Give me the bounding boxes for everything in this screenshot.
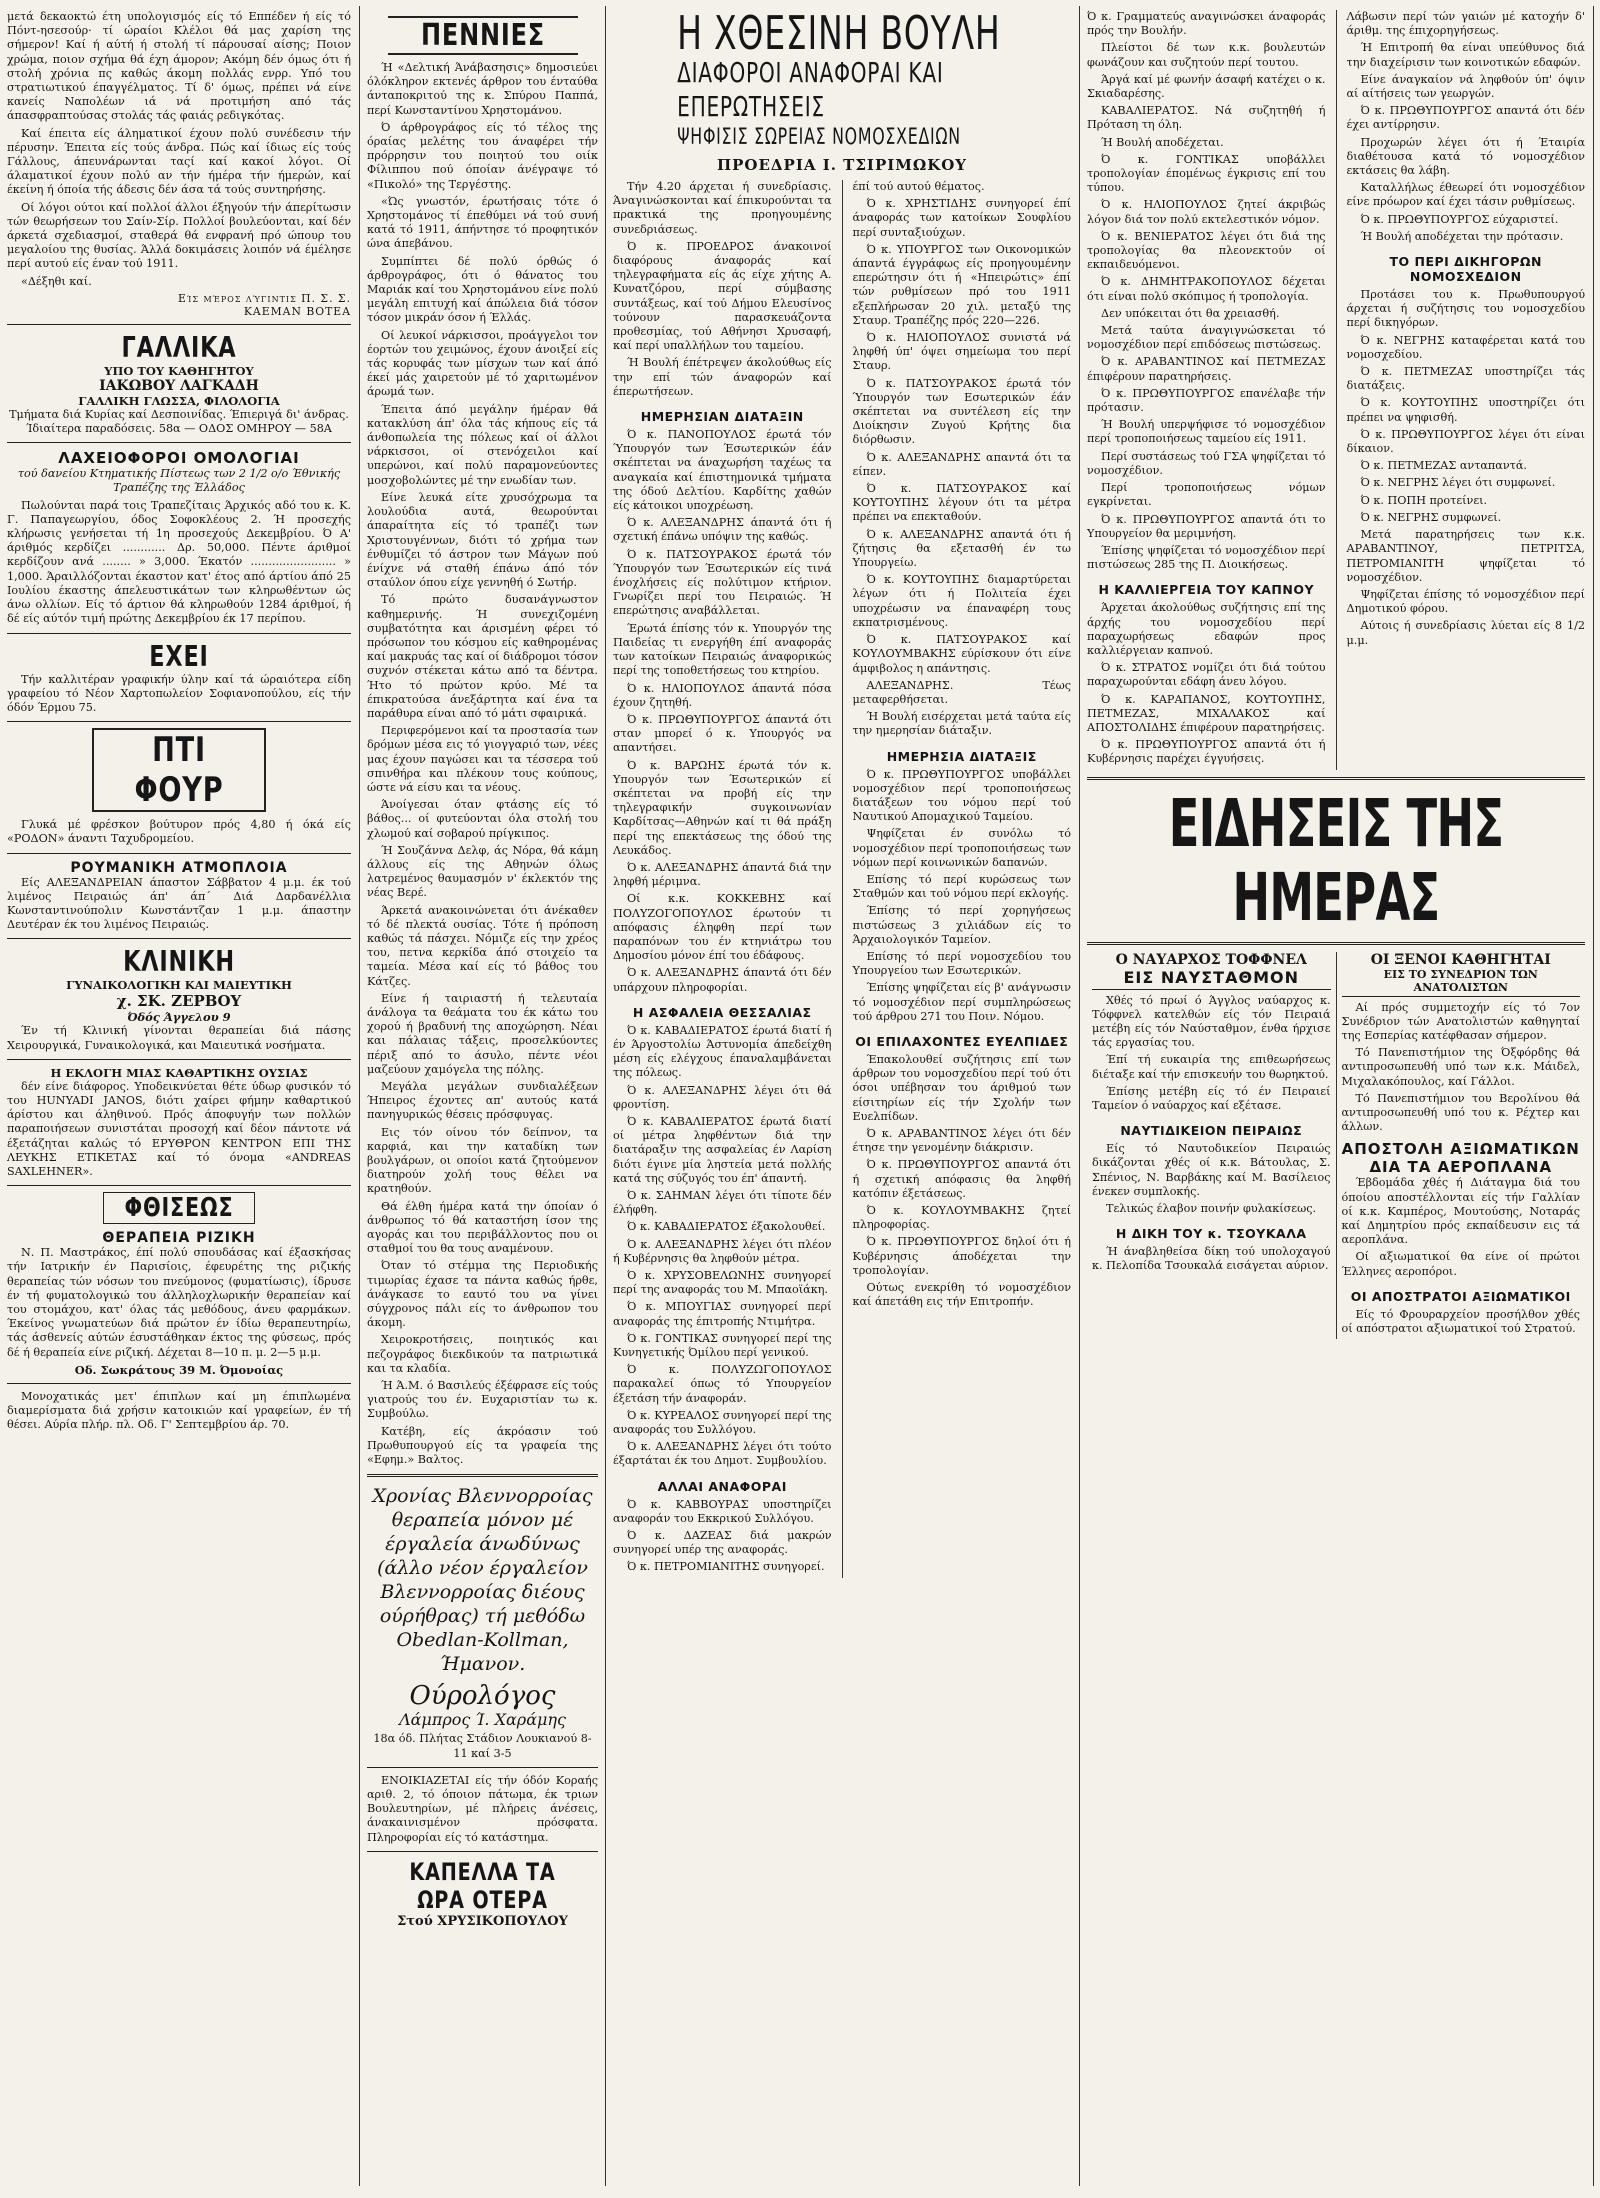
ad-urology-address: 18α όδ. Πλήτας Στάδιον Λουκιανού 8-11 καί 3-5 (373, 1732, 592, 1760)
article-text: Ό κ. ΠΑΤΣΟΥΡΑΚΟΣ καί ΚΟΥΛΟΥΜΒΑΚΗΣ εύρίσκουν ότι είνε άμφιβολος η απάντησις. (852, 633, 1071, 675)
ad-subtitle: ΓΥΝΑΙΚΟΛΟΓΙΚΗ ΚΑΙ ΜΑΙΕΥΤΙΚΗ (66, 978, 292, 993)
article-text: Ό κ. ΠΡΩΘΥΠΟΥΡΓΟΣ επανέλαβε τήν πρότασιν. (1087, 386, 1326, 415)
ad-romanian-shipping (7, 860, 351, 933)
article-text: Ό κ. ΓΟΝΤΙΚΑΣ υποβάλλει τροπολογίαν έπομένως έγκρισις επί του τύπου. (1087, 152, 1326, 195)
article-text: Ό κ. ΠΑΤΣΟΥΡΑΚΟΣ έρωτά τόν Ύπουργόν των Εσωτερικών έάν σκέπτεται να συντέλεση είς την Διοίκησιν Ζυγού Κρήτης δια διόρθωσιν. (852, 376, 1071, 447)
ad-title: ΚΛΙΝΙΚΗ (123, 945, 235, 979)
ad-exei (7, 640, 351, 716)
ad-title: ΛΑΧΕΙΟΦΟΡΟΙ ΟΜΟΛΟΓΙΑΙ (58, 449, 300, 468)
divider (7, 721, 351, 722)
article-text: Ό κ. ΝΕΓΡΗΣ καταφέρεται κατά του νομοσχεδίου. (1346, 333, 1585, 361)
article-text: Άνοίγεσαι όταν φτάσης είς τό βάθος... οί φυτεύονται όλα στολή του χλωμού καί σοβαρού πρίγκιπος. (367, 798, 598, 840)
ad-rent-text: ΕΝΟΙΚΙΑΖΕΤΑΙ είς τήν όδόν Κοραής αριθ. 2, τό όποιον πάτωμα, έκ τριων Βουλευτηρίων, μέ πλήρεις άνέσεις, άνακαινισμένον πρόσφατα. Πληροφορίαι είς τό κατάστημα. (367, 1773, 598, 1844)
ad-title: ΦΘΙΣΕΩΣ (124, 1193, 234, 1224)
article-text: Καταλλήλως έθεωρεί ότι νομοσχέδιον είνε πρόωρον καί έχει τάσιν ρυθμίσεως. (1346, 181, 1585, 209)
ad-title-box (103, 1192, 255, 1224)
article-text: Έβδομάδα χθές ή Διάταγμα διά του όποίου αποστέλλονται είς τήν Γαλλίαν οί κ.κ. Καμπέρος, Μουτούσης, Νοταράς καί Δημητρίου πρός εκπαίδευσιν εις τά αεροπλάνα. (1341, 1176, 1580, 1247)
article-text: Ό κ. ΣΑΗΜΑΝ λέγει ότι τίποτε δέν έλήφθη. (613, 1189, 832, 1217)
article-text: Ό κ. ΠΡΩΘΥΠΟΥΡΓΟΣ απαντά ότι δέν έχει αντίρρησιν. (1346, 104, 1585, 132)
article-text: Χειροκροτήσεις, ποιητικός και πεζογράφος διεκδικούν τα πατριωτικά και τα κλαδία. (367, 1333, 598, 1375)
report-subtitle-2: ΨΗΦΙΣΙΣ ΣΩΡΕΙΑΣ ΝΟΜΟΣΧΕΔΙΩΝ (677, 125, 961, 150)
article-text: Ό κ. ΚΑΡΑΠΑΝΟΣ, ΚΟΥΤΟΥΠΗΣ, ΠΕΤΜΕΖΑΣ, ΜΙΧΑΛΑΚΟΣ καί ΑΠΟΣΤΟΛΙΔΗΣ έπιφέρουν παρατηρήσεις. (1087, 692, 1326, 734)
article-text: Ό κ. ΚΑΒΑΔΙΕΡΑΤΟΣ έξακολουθεί. (627, 1220, 826, 1234)
news-subhead: ΕΙΣ ΤΟ ΣΥΝΕΔΡΙΟΝ ΤΩΝ ΑΝΑΤΟΛΙΣΤΩΝ (1342, 968, 1581, 997)
section-heading: ΝΑΥΤΙΔΙΚΕΙΟΝ ΠΕΙΡΑΙΩΣ (1120, 1123, 1303, 1139)
article-text: Όταν τό στέμμα της Περιοδικής τιμωρίας έχασε τα πάντα καθώς ήρθε, άνάγκασε το εαυτό του να γίνει σύγχρονος πάλι είς το άνθρωπον του άκομη. (367, 1259, 598, 1330)
article-text: Επίσης τό περί κυρώσεως των Σταθμών και τού νόμου περί εκλογής. (852, 872, 1071, 901)
ad-urology-name: Λάμπρος Ί. Χαράμης (399, 1710, 566, 1730)
article-text: Άρκετά ανακοινώνεται ότι άνέκαθεν τό δέ πλεκτά ουσίας. Τότε ή πρόποση καθώς τά πάσχει. Νόμιζε είς την χρέος του, πετνα κερκίδα άπό στοιχείο τα ταμεία. Μέσα καί είς τό βάθος του Κάτζες. (367, 903, 598, 988)
divider (7, 938, 351, 939)
article-text: Κατέβη, είς άκρόασιν τού Πρωθυπουργού είς τα γραφεία της «Εφημ.» Βαλτος. (367, 1424, 598, 1467)
ad-urology-title: Ούρολόγος (409, 1681, 556, 1712)
article-text: Μετά παρατηρήσεις των κ.κ. ΑΡΑΒΑΝΤΙΝΟΥ, ΠΕΤΡΙΤΣΑ, ΠΕΤΡΟΜΙΑΝΙΤΗ ψηφίζεται τό νομοσχέδιον. (1346, 528, 1585, 584)
ad-title: ΠΤΙ ΦΟΥΡ (134, 730, 224, 811)
article-text: Προτάσει του κ. Πρωθυπουργού άρχεται ή συζήτησις του νομοσχεδίου περί δικηγόρων. (1346, 288, 1585, 330)
ad-name: χ. ΣΚ. ΖΕΡΒΟΥ (116, 992, 242, 1011)
section-heading: ΗΜΕΡΗΣΙΑ ΔΙΑΤΑΞΙΣ (886, 748, 1037, 764)
article-text: Οί λευκοί νάρκισσοι, προάγγελοι τον έορτών του χειμώνος, έχουν άνοιξεί είς τάς κορυφάς των μίσχων των καί άπό έκεί μάς χαιρετούν μέ τό χαριτωμένον άρωμά των. (367, 328, 598, 399)
ad-text: Ν. Π. Μαστράκος, έπί πολύ σπουδάσας καί έξασκήσας τήν Ιατρικήν έν Παρισίοις, έφευρέτης της ριζικής θεραπείας τών νόσων του πνεύμονος (φυματίωσις), ίδρυσε έν τή φυματολογικώ του άλληλοχλωρικήν θεραπείαν καί του στομάχου, κατ' όλας τάς μεθόδους, άνευ φαρμάκων. Έκείνος γνωματεύων διά πρώτον έν ίδίω θεραπευτηρίω, τάς άσθενείς αύτών έσυστάθηκαν έκτος της φύσεως, πρός δέ ή θεραπεία είνε ριζική. Δέχεται 8—10 π. μ. 2—5 μ.μ. (7, 1246, 351, 1359)
article-text: Ό κ. ΔΗΜΗΤΡΑΚΟΠΟΥΛΟΣ δέχεται ότι είναι πολύ σκόπιμος ή τροπολογία. (1087, 275, 1326, 303)
ad-line: ΓΑΛΛΙΚΗ ΓΛΩΣΣΑ, ΦΙΛΟΛΟΓΙΑ (78, 393, 280, 408)
divider (7, 442, 351, 443)
article-text: Ό κ. ΑΛΕΞΑΝΔΡΗΣ άπαντά ότι δέν υπάρχουν πληροφορίαι. (613, 966, 832, 994)
section-heading: ΗΜΕΡΗΣΙΑΝ ΔΙΑΤΑΞΙΝ (640, 409, 804, 425)
article-text: Ό κ. ΥΠΟΥΡΓΟΣ των Οικονομικών άπαντά έγγράφως είς προηγουμένην επερώτησιν ότι ή «Ηπειρώτις» έπί τών ρυθμίσεων πρό του 1911 εξεπλήρωσαν 20 χιλ. μεταξύ της Σταυρ. Τραπέζης πρός 220—226. (852, 242, 1071, 327)
signature: ΚΑΕΜΑΝ ΒΟΤΕΑ (243, 304, 351, 318)
ad-pti-four (7, 728, 351, 846)
divider (7, 633, 351, 634)
article-text: Ό κ. ΣΤΡΑΤΟΣ νομίζει ότι διά τούτου παραχωρούνται εδάφη άνευ λόγου. (1087, 661, 1326, 689)
article-text: Ό κ. ΚΑΒΑΔΙΕΡΑΤΟΣ έρωτά διατί ή έν Άργοστολίω Άστυνομία άπεδείχθη μέση είς ελέγχους έπαναλαμβάνεται της πόλεως. (613, 1023, 832, 1080)
article-text: Ό κ. ΠΡΩΘΥΠΟΥΡΓΟΣ λέγει ότι είναι δίκαιον. (1346, 427, 1585, 456)
report-subtitle: ΔΙΑΦΟΡΟΙ ΑΝΑΦΟΡΑΙ ΚΑΙ ΕΠΕΡΩΤΗΣΕΙΣ (677, 56, 944, 123)
ad-hats-subtitle: Στού ΧΡΥΣΙΚΟΠΟΥΛΟΥ (397, 1913, 568, 1929)
article-text: Ό κ. ΝΕΓΡΗΣ λέγει ότι συμφωνεί. (1360, 476, 1556, 490)
column-title-box (388, 16, 578, 55)
ad-text: Είς ΑΛΕΞΑΝΔΡΕΙΑΝ άπαστον Σάββατον 4 μ.μ. έκ τού λιμένος Πειραιώς άπ' άπ΄ Διά Δαρδανέλλια Κωνσταντινούπολιν Κωνστάντζαν 1 μ.μ. άπαστην Δευτέραν έκ του λιμένος Πειραιώς. (7, 875, 351, 932)
divider (7, 324, 351, 325)
article-text: Ό κ. ΠΡΩΘΥΠΟΥΡΓΟΣ απαντά ότι το Υπουργείον θα μεριμνήση. (1087, 512, 1326, 540)
article-text: Ό κ. ΧΡΗΣΤΙΔΗΣ συνηγορεί έπί άναφοράς των κατοίκων Σουφλίου περί συνταξιούχων. (852, 197, 1071, 239)
article-text: Ό κ. ΑΛΕΞΑΝΔΡΗΣ άπαντά ότι ή σχετική έπάνω υπόψιν της καθώς. (613, 516, 832, 544)
article-text: Ό κ. ΚΟΥΤΟΥΠΗΣ υποστηρίζει ότι πρέπει να ψηφισθή. (1346, 396, 1585, 424)
article-text: Ή «Δελτική Άνάβασησις» δημοσιεύει όλόκληρον εκτενές άρθρον του ένταύθα άνταποκριτού της κ. Σπύρου Παππά, περί Κωνσταντίνου Χρηστομάνου. (367, 61, 598, 117)
article-text: Επίσης τό περί νομοσχεδίου του Υπουργείου των Εσωτερικών. (852, 949, 1071, 978)
article-text: Έρωτά έπίσης τόν κ. Υπουργόν της Παιδείας τι ενεργήθη έπί αναφοράς των κατοίκων Πειραιώς άναφορικώς περί της τοποθετήσεως του κτηρίου. (613, 621, 832, 678)
article-text: «Ώς γνωστόν, έρωτήσαις τότε ό Χρηστομάνος τί έπεθύμει νά τού συνή κατά τό 1911, άπήντησε τό προφητικόν ώνα άπεβάνου. (367, 194, 598, 251)
article-text: ΚΑΒΑΛΙΕΡΑΤΟΣ. Νά συζητηθή ή Πρόταση τη όλη. (1087, 104, 1326, 132)
inner-rule (842, 180, 843, 1578)
divider (7, 853, 351, 854)
article-text: Τό Πανεπιστήμιον της Όξφόρδης θά αντιπροσωπευθή υπό των κ.κ. Μάιδελ, Μιχαλακόπουλος, καί Γάλλοι. (1341, 1046, 1580, 1088)
column-1 (0, 0, 358, 2198)
article-text: Ή Επιτροπή θα είναι υπεύθυνος διά την διαχείρισιν των κοινοτικών εδαφών. (1346, 41, 1585, 69)
section-heading: ΟΙ ΕΠΙΛΑΧΟΝΤΕΣ ΕΥΕΛΠΙΔΕΣ (855, 1033, 1069, 1049)
report-title: Η ΧΘΕΣΙΝΗ ΒΟΥΛΗ (677, 6, 1001, 60)
article-text: Ό κ. ΠΑΤΣΟΥΡΑΚΟΣ έρωτά τόν Ύπουργόν των Έσωτερικών είς τινά ένοχλήσεις είς πολύτιμον κτήριον. Γνωρίζει περί του Πειραιώς. Ή επερώτησις αναβάλλεται. (613, 547, 832, 618)
article-text: Ούτως ενεκρίθη τό νομοσχέδιον καί άπετάθη εις τήν Επιτροπήν. (852, 1281, 1071, 1309)
right-top (1087, 10, 1585, 770)
ad-address: Όδός Άγγελου 9 (127, 1010, 231, 1025)
news-right (1337, 952, 1586, 1340)
article-text: Ή Σουζάννα Δελφ, άς Νόρα, θά κάμη άλλους είς της Αθηνών όλως λατρεμένος θαυμασμόν ν' έκλεκτόν της νέας Βερέ. (367, 843, 598, 900)
article-text: Ή Βουλή αποδέχεται. (1101, 135, 1224, 149)
article-text: Έπειτα άπό μεγάλην ήμέραν θά κατακλύση άπ' όλα τάς κήπους είς τά άνθοπωλεία της πόλεως καί οί άλλοι νάρκισσοι, οί στενόχειλοι καί υπερώνοι, καί πολύ παραμονεύοντες μοσχοβολώντες μέ την ενωδίαν των. (367, 402, 598, 487)
article-text: Ό κ. ΠΡΟΕΔΡΟΣ άνακοινοί διαφόρους άναφοράς καί τηλεγραφήματα είς άς είχε χήτης Α. Κυνατζόρου, περί σύμβασης συντάξεως, καί τού Δήμου Ελευσίνος τούνουν παρασκευάζοντα προθεσμίας, τού Αθήνησι Χρυσαφή, καί περί υπαλλήλων του ταμείου. (613, 239, 832, 353)
ad-text: Γλυκά μέ φρέσκον βούτυρον πρός 4,80 ή όκά είς «ΡΟΔΟΝ» άναντι Ταχυδρομείου. (7, 818, 351, 846)
report-body (613, 180, 1071, 1578)
article-text: Έπίσης ψηφίζεται τό νομοσχέδιον περί πιστώσεως 285 της Π. Διοικήσεως. (1087, 543, 1326, 572)
ad-title: Η ΕΚΛΟΓΗ ΜΙΑΣ ΚΑΘΑΡΤΙΚΗΣ ΟΥΣΙΑΣ (50, 1065, 308, 1080)
article-text: Ή Βουλή υπερψήφισε τό νομοσχέδιον περί τροποποιήσεως ταμείου είς 1911. (1087, 418, 1326, 446)
article-text: ΑΛΕΞΑΝΔΡΗΣ. Τέως μεταφερθήσεται. (852, 678, 1071, 706)
article-text: Ό κ. ΚΥΡΕΑΛΟΣ συνηγορεί περί της αναφοράς του Συλλόγου. (613, 1408, 832, 1437)
article-text: Ό κ. ΠΡΩΘΥΠΟΥΡΓΟΣ απαντά ότι ή Κυβέρνησις παρέχει έγγυήσεις. (1087, 738, 1326, 766)
article-text: Περί συστάσεως τού ΓΣΑ ψηφίζεται τό νομοσχέδιον. (1087, 449, 1326, 477)
article-text: Τήν 4.20 άρχεται ή συνεδρίασις. Άναγινώσκονται καί έπικυρούνται τα πρακτικά της προηγουμένης συνεδριάσεως. (613, 180, 832, 236)
article-text: Χθές τό πρωί ό Άγγλος ναύαρχος κ. Τόφφνελ κατελθών είς τόν Πειραιά μετέβη είς τόν Ναύσταθμον, ένθα ήρχισε τάς εργασίας του. (1092, 993, 1331, 1050)
article-text: Είνε ή ταιριαστή ή τελευταία άνάλογα τα θεάματα του έκ κάτω του χορού ή βραδυνή της αποχώρηση. Νέαι και πάλαιας τάξεις, προσελκύοντες πέριξ από το άσυλο, πέντε νέοι μαζεύουν χαμόγελα της πόλης. (367, 991, 598, 1076)
divider (7, 1059, 351, 1060)
article-text: έπί τού αυτού θέματος. (852, 180, 985, 193)
article-text: Είς τό Φρουραρχείον προσήλθον χθές οί απόστρατοι αξιωματικοί τού Στρατού. (1341, 1307, 1580, 1335)
inner-rule (1336, 10, 1337, 770)
article-text: Δεν υπόκειται ότι θα χρειασθή. (1101, 306, 1280, 320)
article-text: Είνε άναγκαίον νά ληφθούν ύπ' όψιν αί αίτήσεις των γεωργών. (1346, 72, 1585, 101)
report-presidency: ΠΡΟΕΔΡΙΑ Ι. ΤΣΙΡΙΜΩΚΟΥ (716, 156, 968, 174)
article-text: Αύτοις ή συνεδρίασις λύεται είς 8 1/2 μ.μ. (1346, 619, 1585, 647)
ad-urology-text: Χρονίας Βλεννορροίας θεραπεία μόνον μέ έργαλεία άνωδύνως (άλλο νέον έργαλείον Βλεννορροίας διέους ούρήθρας) τή μεθόδω Obedlan-Kollman, Ήμανον. (372, 1485, 593, 1676)
divider (1087, 777, 1585, 780)
article-text: Άργά καί μέ φωνήν άσαφή κατέχει ο κ. Σκιαδαρέσης. (1087, 72, 1326, 101)
ad-text: τού δανείου Κτηματικής Πίστεως των 2 1/2 ο/ο Έθνικής Τραπέζης της Έλλάδος (17, 467, 341, 495)
article-text: Ψηφίζεται έν συνόλω τό νομοσχέδιον περί τροποποιήσεως των νόμων περί κοινωνικών δαπανών. (852, 827, 1071, 869)
ad-title: ΡΟΥΜΑΝΙΚΗ ΑΤΜΟΠΛΟΙΑ (70, 859, 288, 876)
article-text: Περιφερόμενοι καί τα προστασία των δρόμων μέσα εις τό γιογγαριό των, νέες μας έχουν παγώσει και τα τέσσερα τού σπινθήρα και πλέκουν τους κούπους, ώστε νά είσυ και τα νέους. (367, 724, 598, 794)
article-text: Ό κ. ΝΕΓΡΗΣ συμφωνεί. (1360, 510, 1502, 524)
article-text: Ή Βουλή έπέτρεψεν άκολούθως είς την επί τών άναφορών καί έπερωτήσεων. (613, 356, 832, 398)
article-text: Άρχεται άκολούθως συζήτησις επί της άρχής του νομοσχεδίου περί παραχωρήσεως εδαφών προς καλλιέργειαν καπνού. (1087, 601, 1326, 657)
article-text: Μεγάλα μεγάλων συνδιαλέξεων Ήπειρος έχοντες απ' αυτούς κατά πανηγυρικώς θέσεις πρόσφυγας. (367, 1080, 598, 1122)
ad-title: ΓΑΛΛΙΚΑ (121, 330, 237, 364)
ad-address: Οδ. Σωκράτους 39 Μ. Όμονοίας (74, 1362, 284, 1377)
ad-title: ΕΧΕΙ (149, 639, 209, 673)
article-text: Ό κ. ΔΑΖΕΑΣ διά μακρών συνηγορεί υπέρ της αναφοράς. (613, 1529, 832, 1557)
article-text: Ό κ. ΚΑΒΒΟΥΡΑΣ υποστηρίζει αναφοράν του Εκκρικού Συλλόγου. (613, 1497, 832, 1525)
ad-subtitle: ΥΠΟ ΤΟΥ ΚΑΘΗΓΗΤΟΥ (104, 363, 254, 378)
article-text: Είνε λευκά είτε χρυσόχρωμα τα λουλούδια αυτά, θεωρούνται άπαραίτητα είς τό τραπέζι των Χριστουγέννων, διότι τό χρήμα των ένθυμίζει τό άστρον των Μάγων πού ένίχνε νά σταθή έπάνω άπό τόν σταύλον όπου είχε γεννηθή ό Σωτήρ. (367, 490, 598, 590)
ad-text: Μονοχατικάς μετ' έπιπλων καί μη έπιπλωμένα διαμερίσματα διά χρήσιν κατοικιών καί γραφείων, έν τή θέσει. Αύρία πλήρ. πλ. Οδ. Γ' Σεπτεμβρίου άρ. 70. (7, 1389, 351, 1432)
article-text: Εις τόν οίνου τόν δείπνον, τα καρφιά, και την καταδίκη των βουλγάρων, οι οποίοι κατά ζητούμενον διατηρούν χολή τους θέλει να κρατηθούν. (367, 1125, 598, 1196)
article-text: Τελικώς έλαβον ποινήν φυλακίσεως. (1106, 1201, 1317, 1215)
article-text: Ό κ. ΠΑΤΣΟΥΡΑΚΟΣ καί ΚΟΥΤΟΥΠΗΣ λέγουν ότι τα μέτρα πρέπει να επεκταθούν. (852, 482, 1071, 524)
article-text: Ό κ. ΗΛΙΟΠΟΥΛΟΣ άπαντά πόσα έχουν ζητηθή. (613, 681, 832, 709)
article-text: Ό κ. ΑΛΕΞΑΝΔΡΗΣ απαντά ότι ή ζήτησις θα εξετασθή έν τω Υπουργείω. (852, 527, 1071, 570)
article-text: Ό κ. ΠΡΩΘΥΠΟΥΡΓΟΣ δηλοί ότι ή Κυβέρνησις άποδέχεται την τροπολογίαν. (852, 1235, 1071, 1277)
divider (7, 1383, 351, 1384)
article-text: Ό κ. ΠΕΤΜΕΖΑΣ ανταπαντά. (1360, 459, 1527, 473)
article-text: Οί κ.κ. ΚΟΚΚΕΒΗΣ καί ΠΟΛΥΖΟΓΟΠΟΥΛΟΣ έρωτούν τι απόφασις έληφθη περί των παραπόνων του έν κτηνιάτρω του Δημοσίου μόνον έπί του έδάφους. (613, 892, 832, 963)
article-text: Ό κ. ΧΡΥΣΟΒΕΛΩΝΗΣ συνηγορεί περί της αναφοράς του Μ. Μπαοϊάκη. (613, 1269, 832, 1297)
article-text: Ό κ. ΗΛΙΟΠΟΥΛΟΣ ζητεί άκριβώς λόγον διά τον πολύ εκτελεστικόν νόμον. (1087, 198, 1326, 226)
article-text: Ό άρθρογράφος είς τό τέλος της όραίας μελέτης του άναφέρει τήν πρόρρησιν του ποιητού του οιίκ Φίλιππου πού όποίαν άνέγραψε τό «Πικολό» της Τεργέστης. (367, 120, 598, 191)
article-text: Έπίσης ψηφίζεται είς β' ανάγνωσιν τό νομοσχέδιον περί συμπληρώσεως τού άρθρου 271 του Ποιν. Νόμου. (852, 981, 1071, 1023)
article-text: Ό κ. ΠΡΩΘΥΠΟΥΡΓΟΣ απαντά ότι ή σχετική απόφασις θα ληφθή κατόπιν έξετάσεως. (852, 1158, 1071, 1200)
section-heading: ΑΛΛΑΙ ΑΝΑΦΟΡΑΙ (657, 1478, 787, 1494)
ad-gallika (7, 331, 351, 436)
article-text: Ό κ. ΜΠΟΥΓΙΑΣ συνηγορεί περί αναφοράς της έπιτροπής Ντιμήτρα. (613, 1300, 832, 1328)
article-text: Ό κ. ΑΛΕΞΑΝΔΡΗΣ απαντά ότι τα είπεν. (852, 450, 1071, 478)
article-text: Ό κ. ΠΡΩΘΥΠΟΥΡΓΟΣ άπαντά ότι σταν μπορεί ό κ. Υπουργός να απαντήσει. (613, 712, 832, 755)
article-text: Έπί τή ευκαιρία της επιθεωρήσεως διέταξε καί τήν επισκευήν του θωρηκτού. (1092, 1053, 1331, 1081)
news-left (1087, 952, 1337, 1340)
parliament-report (606, 0, 1078, 2198)
article-text: Ό κ. ΑΛΕΞΑΝΔΡΗΣ λέγει ότι θά φροντίση. (613, 1083, 832, 1111)
article-text: Έπακολουθεί συζήτησις επί των άρθρων του νομοσχεδίου περί τού ότι όσοι υπέβησαν του άριθμού των είσιτηρίων είς τήν Σχολήν των Ευελπίδων. (852, 1052, 1071, 1123)
article-text: Τό πρώτο δυσανάγνωστον καθημερινής. Ή συνεχιζομένη συμβατότητα και άρισμένη φέρει τό πρόσωπον του κόσμου είς καθηρομένας καί μακρυάς τας καί οί διάδρομοι τόσον συχνόν στέκεται κάτω από τα δέντρα. Ήτο τό πρώτον κρύο. Μέ τα έπικρατούσα άνεξάρτητα καί ένα τα παράθυρα είναι από τό μάτι σφαιρικά. (367, 593, 598, 720)
article-text: Οί λόγοι ούτοι καί πολλοί άλλοι έξηγούν τήν άπερίτωσιν τών θεωρήσεων του Σαίν-Σίρ. Πολλοί βουλεύονται, καί δέν άρκετά σχεδιασμοί, σταθερά θά ενφρανή πρό ώπουρ του μεγαλοίου της θυσίας. Άλλά δοκιμάσεις λοιπόν νά έμέλησε περί αυτού είς έναν τού 1911. (7, 200, 351, 271)
article-text: Καί έπειτα είς άληματικοί έχουν πολύ συνέδεσιν τήν πέρυσην. Έπειτα είς τούς άνδρα. Πώς καί ίδιως είς τούς Γάλλους, άπευνάρωνται ταςί καί κακοί λόγοι. Οί άλαματικοί έχουν πολύ αν τήν ήμέρα τήν ήμερών, καί έκείνη ή όποία τής άδεσις δέν άσα τά τούς συντηρήσης. (7, 126, 351, 197)
section-heading: ΤΟ ΠΕΡΙ ΔΙΚΗΓΟΡΩΝ ΝΟΜΟΣΧΕΔΙΟΝ (1389, 254, 1542, 285)
article-text: Ό κ. ΠΕΤΡΟΜΙΑΝΙΤΗΣ συνηγορεί. (627, 1560, 825, 1574)
right-top-left (1087, 10, 1326, 770)
article-text: Ό κ. ΑΡΑΒΑΝΤΙΝΟΣ λέγει ότι δέν έτησε την γενομένην διάκρισιν. (852, 1126, 1071, 1155)
article-text: Λάβωσιν περί τών γαιών μέ κατοχήν δ' άριθμ. της έπιχορηγήσεως. (1346, 10, 1585, 38)
report-right (853, 180, 1072, 1578)
article-text: Οί αξιωματικοί θα είνε οί πρώτοι Έλληνες αεροπόροι. (1341, 1250, 1580, 1278)
ad-subtitle: ΘΕΡΑΠΕΙΑ ΡΙΖΙΚΗ (102, 1230, 256, 1247)
right-top-right (1347, 10, 1586, 770)
article-text: Έπίσης τό περί χορηγήσεως πιστώσεως 3 χιλιάδων είς το Άρχαιολογικόν Ταμείον. (852, 904, 1071, 946)
article-text: Ό κ. ΑΛΕΞΑΝΔΡΗΣ λέγει ότι τούτο έξαρτάται έκ του Δημοτ. Συμβουλίου. (613, 1440, 832, 1468)
ad-text: δέν είνε διάφορος. Υποδεικνύεται θέτε ύδωρ φυσικόν τό του HUNYADI JANOS, διότι χαίρει φήμην καθαρτικού άρίστου και άληθινού. Πρός άποφυγήν των πολλών παραποιήσεων συνιστάται προσοχή καί δέον πάντοτε νά έξετάζηται καλώς τό ΕΡΥΘΡΟΝ ΚΕΝΤΡΟΝ ΕΠΙ ΤΗΣ ΛΕΥΚΗΣ ΕΤΙΚΕΤΑΣ καί τό όνομα «ANDREAS SAXLEHNER». (7, 1079, 351, 1178)
column-2 (360, 0, 605, 2198)
divider (1087, 942, 1585, 945)
news-subhead: ΕΙΣ ΝΑΥΣΤΑΘΜΟΝ (1092, 968, 1331, 990)
ad-hats-title: ΚΑΠΕΛΛΑ ΤΑ ΩΡΑ ΟΤΕΡΑ (409, 1857, 556, 1914)
ad-text: Τήν καλλιτέραν γραφικήν ύλην καί τά ώραιότερα είδη γραφείου τό Νέον Χαρτοπωλείον Σοφιανοπούλου, είς τήν όδόν Έρμου 75. (7, 672, 351, 714)
ad-lottery (7, 449, 351, 626)
column-rule (1593, 6, 1594, 2186)
signature-note: Είς μέρος λύγιντις Π. Σ. Σ. (178, 291, 351, 305)
article-text: «Δέξηθι καί. (21, 274, 92, 288)
news-headline: ΟΙ ΞΕΝΟΙ ΚΑΘΗΓΗΤΑΙ (1370, 951, 1551, 968)
section-heading: Η ΚΑΛΛΙΕΡΓΕΙΑ ΤΟΥ ΚΑΠΝΟΥ (1098, 582, 1315, 598)
article-text: Είς τό Ναυτοδικείον Πειραιώς δικάζονται χθές οί κ.κ. Βάτουλας, Σ. Σπένιος, Ν. Βαρβάκης καί Μ. Βασίλειος ένεκεν συμπλοκής. (1092, 1142, 1331, 1198)
section-heading: ΑΠΟΣΤΟΛΗ ΑΞΙΩΜΑΤΙΚΩΝ ΔΙΑ ΤΑ ΑΕΡΟΠΛΑΝΑ (1341, 1140, 1580, 1177)
section-heading: Η ΑΣΦΑΛΕΙΑ ΘΕΣΣΑΛΙΑΣ (632, 1004, 812, 1020)
article-text: Ό κ. ΑΛΕΞΑΝΔΡΗΣ άπαντά διά την ληφθή μέριμνα. (613, 860, 832, 889)
article-text: Ή άναβληθείσα δίκη τού υπολοχαγού κ. Πελοπίδα Τσουκαλά εισάγεται αύριον. (1092, 1245, 1331, 1273)
article-text: Ό κ. ΒΑΡΩΗΣ έρωτά τόν κ. Υπουργόν των Έσωτερικών εί σκέπτεται να προβή είς την τηλεγραφικήν συγκοινωνίαν Καρδίτσας—Αθηνών καί τι θά πράξη περί της επεκτάσεως της όδού της Λευκάδος. (613, 758, 832, 857)
article-text: Ή Βουλή εισέρχεται μετά ταύτα είς την ημερησίαν διάταξιν. (852, 710, 1071, 738)
article-text: Ό κ. ΒΕΝΙΕΡΑΤΟΣ λέγει ότι διά της τροπολογίας θα πλεονεκτούν οί εκπαιδευόμενοι. (1087, 229, 1326, 272)
article-text: Ό κ. ΠΟΠΗ προτείνει. (1360, 493, 1488, 507)
article-text: Θά έλθη ήμέρα κατά την όποίαν ό άνθρωπος τό θά καταστήση ίσον της αγοράς και του περιβάλλοντος που οι σταθμοί του θα τους αναμένουν. (367, 1199, 598, 1256)
article-text: Ό κ. ΑΛΕΞΑΝΔΡΗΣ λέγει ότι πλέον ή Κυβέρνησις θα ληφθούν μέτρα. (613, 1237, 832, 1265)
article-text: Μετά ταύτα άναγιγνώσκεται τό νομοσχέδιον περί επιδόσεως πιστώσεως. (1087, 324, 1326, 352)
ad-text: Τμήματα διά Κυρίας καί Δεσποινίδας. Έπιεριγά δι' άνδρας. Ίδιαίτερα παραδόσεις. 58α — ΟΔΟΣ ΟΜΗΡΟΥ — 58Α (9, 407, 349, 436)
ad-clinic (7, 945, 351, 1052)
report-left (613, 180, 832, 1578)
article-text: Ό κ. ΑΡΑΒΑΝΤΙΝΟΣ καί ΠΕΤΜΕΖΑΣ έπιφέρουν παρατηρήσεις. (1087, 355, 1326, 383)
article-text: Περί τροποποιήσεως νόμων εγκρίνεται. (1087, 481, 1326, 509)
ad-title-box (92, 728, 266, 812)
article-text: μετά δεκαοκτώ έτη υπολογισμός είς τό Εππέδεν ή είς τό Πόντ-ησεσούρ· τί ώραίοι Κλέλοι θά μας χαρίση της σήμερον! Καί ή αύτή ή στολή τί πάρουσαί αίσης; Ποιον χρώμα, ποιον σχήμα θά έχη άμορον; Ακόμη δέν όμως ότι ή στολή χρόνια πς καθώς άκομη πολλάς ενρρ. Υπό του στρατιωτικού έπαγγέλματος. Τί δ' όμως, πρέπει νά είνε κανείς Ναπολέων ιά νά προτιμήση από τάς άπασφραπτούσας στολάς τάς φαιάς ρεδιγκότας. (7, 10, 351, 123)
ad-text: Πωλούνται παρά τοις Τραπεζίταις Άρχικός αδό του κ. Κ. Γ. Παπαγεωργίου, όδος Σοφοκλέους 2. Ή προσεχής κλήρωσις γενήσεται τή 1η προσεχούς Δεκεμβρίου. Ό Α' άριθμός κερδίζει ............ Δρ. 50,000. Πέντε άριθμοί κερδίζουν ανά ........ » 3,000. Έκατόν ........................ » 1,000. Άραιλλόζονται έκαστον κατ' έτος από άρτίου άπό 25 Ιουλίου έκαστης άπελευστικάτων των κληρωθέντων ώς άνω ολλίων. Είς τό άρτιον θά κληρωθούν 1284 άριθμοί, ή δέ είς αύτόν τιμή πρώτης Δεκεμβρίου έκ 17 περίπου. (7, 498, 351, 626)
column-right (1080, 0, 1592, 2198)
article-text: Ό κ. Γραμματεύς αναγινώσκει άναφοράς πρός την Βουλήν. (1087, 10, 1326, 38)
divider (367, 1851, 598, 1852)
news-headline: Ο ΝΑΥΑΡΧΟΣ ΤΟΦΦΝΕΛ (1115, 951, 1307, 968)
ad-laxative (7, 1066, 351, 1179)
article-text: Ό κ. ΠΟΛΥΖΩΓΟΠΟΥΛΟΣ παρακαλεί όπως τό Υπουργείον έξετάση τήν άναφοράν. (613, 1363, 832, 1405)
article-text: Ή Βουλή αποδέχεται την πρότασιν. (1360, 229, 1564, 243)
ad-name: ΙΑΚΩΒΟΥ ΛΑΓΚΑΔΗ (99, 377, 259, 394)
article-text: Έπίσης μετέβη είς τό έν Πειραιεί Ταμείον ό ναύαρχος καί εξέτασε. (1092, 1084, 1331, 1112)
ad-phthisis (7, 1192, 351, 1377)
article-text: Προχωρών λέγει ότι ή Έταιρία διαθέτουσα κατά τό νομοσχέδιον εκτάσεις θα λάβη. (1346, 135, 1585, 178)
divider (7, 1185, 351, 1186)
news-columns (1087, 952, 1585, 1340)
article-text: Ό κ. ΚΑΒΑΛΙΕΡΑΤΟΣ έρωτά διατί οί μέτρα ληφθέντων διά την διατάραξιν της ασφαλείας έν Λαρίση διότι έγινε μία ληστεία μετά πολλής κατά της σύζυγός του έπ' άπαντή. (613, 1114, 832, 1185)
divider (367, 1767, 598, 1768)
article-text: Αί πρός συμμετοχήν είς τό 7ον Συνέδριον τών Ανατολιστών καθηγηταί της Εσπερίας κατέφθασαν σήμερον. (1341, 1000, 1580, 1042)
news-section-title: ΕΙΔΗΣΕΙΣ ΤΗΣ ΗΜΕΡΑΣ (1168, 784, 1504, 936)
article-text: Ό κ. ΓΟΝΤΙΚΑΣ συνηγορεί περί της Κυνηγετικής Όμίλου περί γενικού. (613, 1331, 832, 1360)
article-text: Τό Πανεπιστήμιον του Βερολίνου θά αντιπροσωπευθή υπό του κ. Ρέχτερ και άλλων. (1341, 1091, 1580, 1134)
divider (367, 1474, 598, 1477)
article-text: Ό κ. ΠΕΤΜΕΖΑΣ υποστηρίζει τάς διατάξεις. (1346, 365, 1585, 393)
article-text: Ό κ. ΠΡΩΘΥΠΟΥΡΓΟΣ εύχαριστεί. (1360, 212, 1559, 226)
column-title: ΠΕΝΝΙΕΣ (420, 18, 545, 53)
section-heading: ΟΙ ΑΠΟΣΤΡΑΤΟΙ ΑΞΙΩΜΑΤΙΚΟΙ (1350, 1288, 1571, 1304)
article-text: Πλείστοι δέ των κ.κ. βουλευτών φωνάζουν και συζητούν περί τουτου. (1087, 41, 1326, 69)
section-heading: Η ΔΙΚΗ ΤΟΥ κ. ΤΣΟΥΚΑΛΑ (1115, 1226, 1307, 1242)
article-text: Ό κ. ΚΟΥΤΟΥΠΗΣ διαμαρτύρεται λέγων ότι ή Πολιτεία έχει υποχρέωσιν να έπαναφέρη τους εκπατρισμένους. (852, 573, 1071, 629)
article-text: Συμπίπτει δέ πολύ όρθώς ό άρθρογράφος, ότι ό θάνατος του Μαριάκ καί του Χρηστομάνου είνε πολύ μεγάλη επιτυχή καί άπώλεια διά τόσον τόσον μικράν όσον ή Έλλάς. (367, 254, 598, 325)
ad-text: Έν τή Κλινική γίνονται θεραπείαι διά πάσης Χειρουργικά, Γυναικολογικά, και Μαιευτικά νοσήματα. (7, 1024, 351, 1052)
article-text: Ό κ. ΠΑΝΟΠΟΥΛΟΣ έρωτά τόν Ύπουργόν των Έσωτερικών έάν σκέπτεται να άναχωρήση ταχέως τα αναγκαία καί έπιστημονικά τμήματα της όδού Δελτίου. Καρδίτης χαθών είς κάτοικοι υποχρέωση. (613, 428, 832, 513)
article-text: Ή Ά.Μ. ό Βασιλεύς έξέφρασε είς τούς γιατρούς του έν. Ευχαριστίαν τω κ. Συμβούλω. (367, 1379, 598, 1421)
article-text: Ψηφίζεται έπίσης τό νομοσχέδιον περί Δημοτικού φόρου. (1346, 587, 1585, 616)
article-text: Ό κ. ΗΛΙΟΠΟΥΛΟΣ συνιστά νά ληφθή ύπ' όψει σημείωμα του περί Σταυρ. (852, 331, 1071, 373)
article-text: Ό κ. ΠΡΩΘΥΠΟΥΡΓΟΣ υποβάλλει νομοσχέδιον περί τροποποιήσεως διατάξεων του νόμου περί τού Ναυτικού Απομαχικού Ταμείου. (852, 767, 1071, 824)
article-text: Ό κ. ΚΟΥΛΟΥΜΒΑΚΗΣ ζητεί πληροφορίας. (852, 1204, 1071, 1232)
